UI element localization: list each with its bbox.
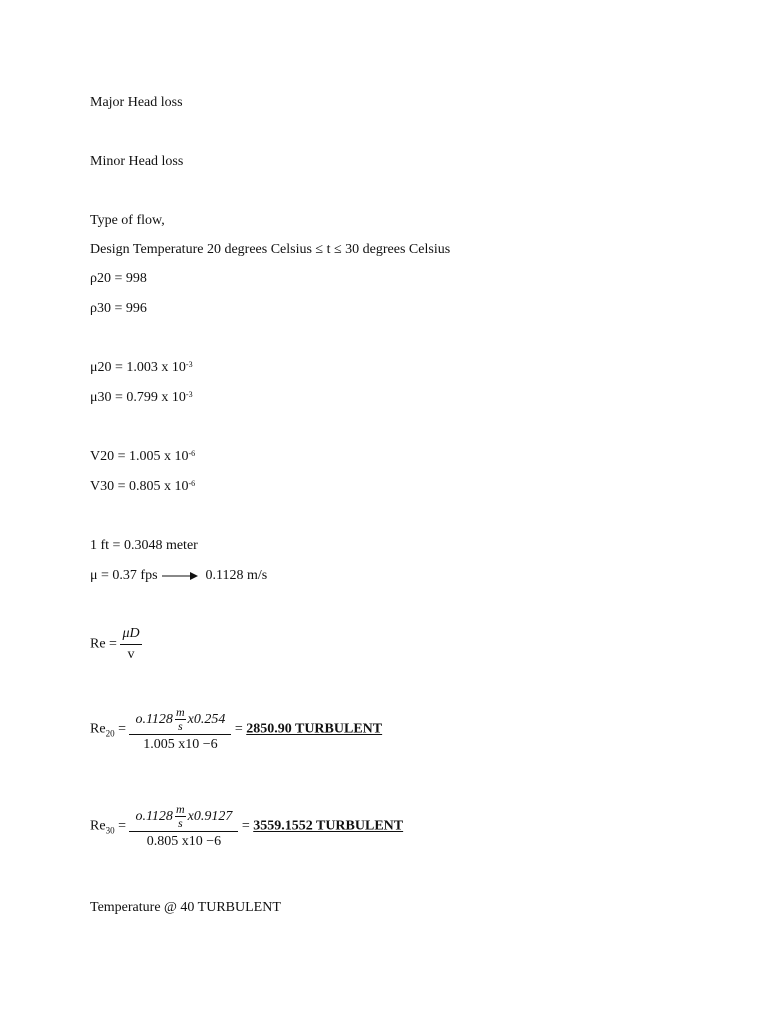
re20-fraction (129, 706, 231, 753)
design-temperature: Design Temperature 20 degrees Celsius ≤ t ≤ 30 degrees Celsius (90, 242, 451, 257)
re-formula-denominator: v (127, 647, 135, 662)
re30-subscript: 30 (105, 825, 115, 836)
re20-num-b: x0.254 (187, 711, 226, 727)
re20-equals: = (114, 721, 126, 737)
v30-line (90, 478, 195, 496)
re30-unit-fraction (175, 803, 186, 830)
mu30-text: μ30 = 0.799 x 10 (90, 390, 186, 405)
mu30-exponent: -3 (185, 390, 193, 399)
mu-conversion (90, 567, 267, 585)
temperature-40: Temperature @ 40 TURBULENT (90, 900, 281, 915)
re30-fraction (129, 803, 238, 850)
re-formula (90, 626, 142, 663)
v20-text: V20 = 1.005 x 10 (90, 449, 189, 464)
v30-exponent: -6 (188, 479, 196, 488)
re30-equals: = (114, 818, 126, 834)
re30-lhs: Re (90, 818, 106, 834)
re20-equation (90, 706, 382, 753)
type-of-flow: Type of flow, (90, 213, 165, 228)
re30-numerator (129, 803, 238, 832)
re20-lhs: Re (90, 721, 106, 737)
re30-unit-den: s (177, 816, 183, 830)
re20-numerator (129, 706, 231, 735)
re-formula-numerator: μD (120, 626, 141, 645)
re30-equation (90, 803, 403, 850)
mu30-line (90, 389, 193, 407)
re20-num-a: o.1128 (135, 711, 173, 727)
re20-unit-num: m (175, 705, 185, 719)
re-formula-fraction (120, 626, 141, 663)
mu20-line (90, 359, 193, 377)
v30-text: V30 = 0.805 x 10 (90, 479, 189, 494)
major-head-loss: Major Head loss (90, 95, 183, 110)
mu20-text: μ20 = 1.003 x 10 (90, 360, 186, 375)
re-formula-lhs: Re = (90, 636, 117, 652)
re20-denominator: 1.005 x10 −6 (143, 737, 218, 752)
rho30-line: ρ30 = 996 (90, 301, 147, 316)
v20-line (90, 448, 195, 466)
re20-subscript: 20 (105, 728, 115, 739)
mu-fps: μ = 0.37 fps (90, 568, 158, 583)
mu20-exponent: -3 (185, 360, 193, 369)
ft-conversion: 1 ft = 0.3048 meter (90, 538, 198, 553)
v20-exponent: -6 (188, 449, 196, 458)
re30-result: 3559.1552 TURBULENT (253, 818, 404, 834)
re30-num-a: o.1128 (135, 808, 173, 824)
re30-num-b: x0.9127 (187, 808, 233, 824)
re30-unit-num: m (175, 802, 185, 816)
re30-denominator: 0.805 x10 −6 (146, 834, 222, 849)
re30-equals-result: = (241, 818, 250, 834)
mu-ms: 0.1128 m/s (205, 568, 268, 583)
re20-equals-result: = (234, 721, 243, 737)
minor-head-loss: Minor Head loss (90, 154, 184, 169)
re20-unit-den: s (177, 719, 183, 733)
rho20-line: ρ20 = 998 (90, 271, 147, 286)
re20-result: 2850.90 TURBULENT (246, 721, 383, 737)
re20-unit-fraction (175, 706, 186, 733)
right-arrow-icon (162, 571, 198, 581)
